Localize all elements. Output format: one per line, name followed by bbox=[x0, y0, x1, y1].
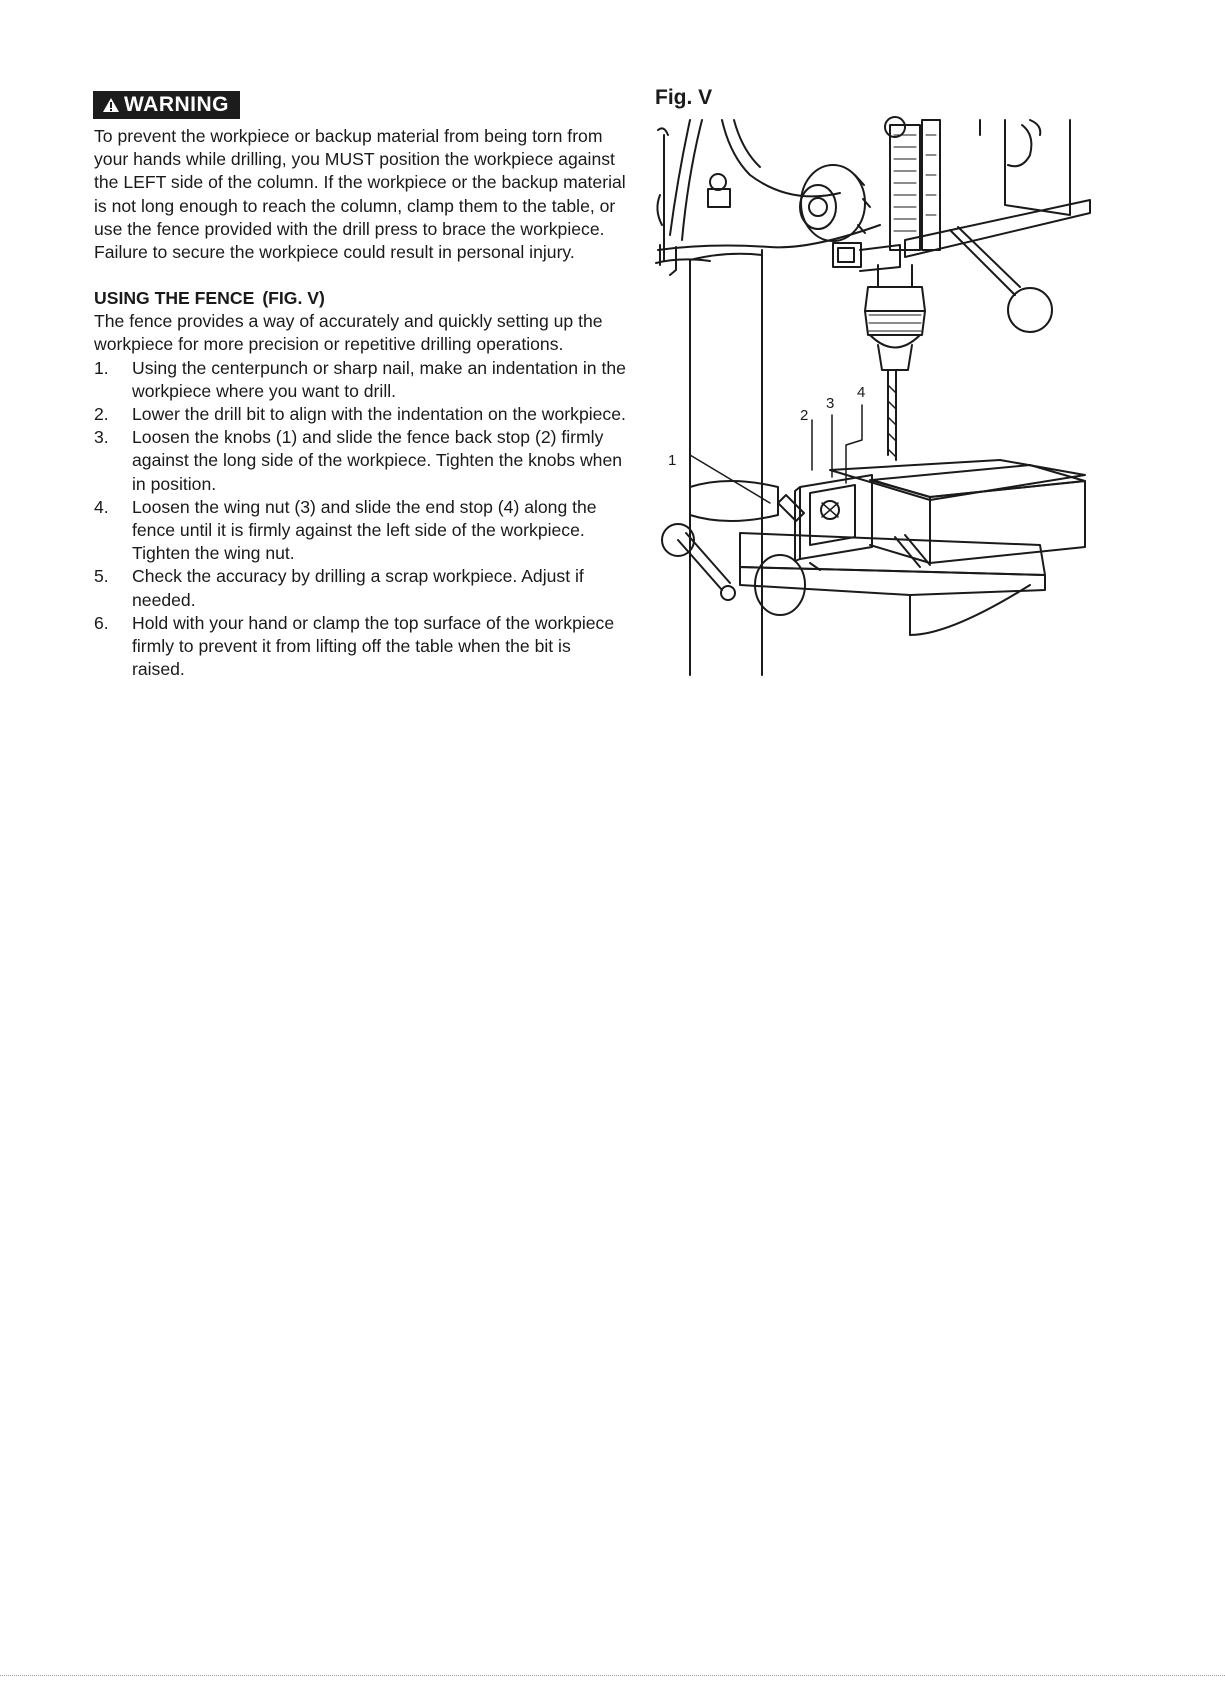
callout-4: 4 bbox=[857, 384, 866, 401]
step-text: Lower the drill bit to align with the indentation on the workpiece. bbox=[132, 404, 626, 425]
section-heading bbox=[94, 287, 634, 310]
table-slot bbox=[895, 537, 920, 567]
step-item bbox=[94, 357, 627, 403]
drill-bit-flutes bbox=[888, 385, 896, 457]
step-item bbox=[94, 496, 627, 566]
step-text: Hold with your hand or clamp the top surface of the workpiece firmly to prevent it from lifting off the table when the bit is raised. bbox=[132, 612, 615, 680]
warning-badge bbox=[94, 92, 239, 118]
nut-block bbox=[708, 189, 730, 207]
depth-clamp-inner bbox=[838, 248, 854, 262]
step-text: Using the centerpunch or sharp nail, make an indentation in the workpiece where you want to drill. bbox=[132, 357, 626, 401]
switch-top bbox=[1030, 120, 1040, 135]
step-number: 1. bbox=[94, 357, 109, 378]
drill-bit bbox=[888, 370, 896, 460]
callout-1: 1 bbox=[668, 452, 677, 469]
clamp-collar bbox=[860, 245, 900, 271]
cable-line bbox=[670, 120, 690, 235]
section-title: USING THE FENCE bbox=[94, 288, 255, 309]
drill-press-fence-illustration bbox=[650, 115, 1160, 725]
column-collar bbox=[690, 481, 778, 521]
step-text: Loosen the knobs (1) and slide the fence back stop (2) firmly against the long side of the workpiece. Tighten the knobs when in position. bbox=[132, 427, 623, 494]
housing-top bbox=[658, 128, 668, 135]
text-column bbox=[94, 92, 634, 681]
depth-rod-ticks bbox=[894, 135, 916, 231]
steps-list bbox=[94, 357, 634, 682]
chuck-jaws bbox=[878, 345, 912, 370]
callout-leader-4 bbox=[846, 405, 862, 483]
section-intro: The fence provides a way of accurately and quickly setting up the workpiece for more precision or repetitive drilling operations. bbox=[94, 311, 603, 355]
depth-knob bbox=[885, 117, 905, 137]
step-number: 5. bbox=[94, 566, 109, 587]
callout-2: 2 bbox=[800, 407, 809, 424]
step-number: 4. bbox=[94, 496, 109, 517]
nut-icon bbox=[710, 174, 726, 190]
dial-notches bbox=[855, 175, 870, 233]
step-number: 6. bbox=[94, 612, 109, 633]
step-item bbox=[94, 403, 627, 426]
chuck-upper bbox=[865, 287, 925, 311]
warning-label: WARNING bbox=[124, 92, 229, 116]
warning-triangle-icon bbox=[102, 97, 120, 113]
feed-dial-center bbox=[809, 198, 827, 216]
head-side-panel bbox=[1005, 120, 1070, 215]
step-text: Loosen the wing nut (3) and slide the end stop (4) along the fence until it is firmly against the left side of the workpiece. Tighten the wing nut. bbox=[132, 496, 597, 564]
step-item bbox=[94, 612, 627, 682]
feed-handle-knob bbox=[1008, 288, 1052, 332]
callout-3: 3 bbox=[826, 395, 835, 412]
workpiece-front bbox=[930, 481, 1085, 563]
bottom-rule bbox=[0, 1675, 1225, 1676]
step-item bbox=[94, 565, 627, 611]
housing-curve bbox=[657, 195, 662, 225]
step-text: Check the accuracy by drilling a scrap workpiece. Adjust if needed. bbox=[132, 566, 584, 610]
table-lip bbox=[740, 567, 1045, 595]
depth-scale bbox=[922, 120, 940, 250]
wing-nut-wings bbox=[822, 503, 838, 517]
chuck-teeth bbox=[869, 315, 921, 331]
figure-label: Fig. V bbox=[655, 86, 713, 109]
step-number: 2. bbox=[94, 404, 109, 425]
step-number: 3. bbox=[94, 427, 109, 448]
cable-line bbox=[682, 120, 702, 240]
warning-text: To prevent the workpiece or backup material from being torn from your hands while drilling, you MUST position the workpiece against the LEFT side of the column. If the workpiece or the backup material is not long enough to reach the column, clamp them to the table, or use the fence provided with the drill press to brace the workpiece. Failure to secure the workpiece could result in personal injury. bbox=[94, 126, 626, 263]
head-underside bbox=[905, 200, 1090, 257]
step-item bbox=[94, 426, 627, 496]
feed-dial-face bbox=[800, 185, 836, 229]
workpiece-side bbox=[870, 480, 930, 563]
section-figure-ref: (FIG. V) bbox=[262, 288, 325, 309]
callout-leader-1 bbox=[690, 455, 770, 503]
feed-handle-shaft bbox=[950, 230, 1015, 295]
depth-scale-ticks bbox=[926, 135, 936, 215]
crank-knob bbox=[721, 586, 735, 600]
